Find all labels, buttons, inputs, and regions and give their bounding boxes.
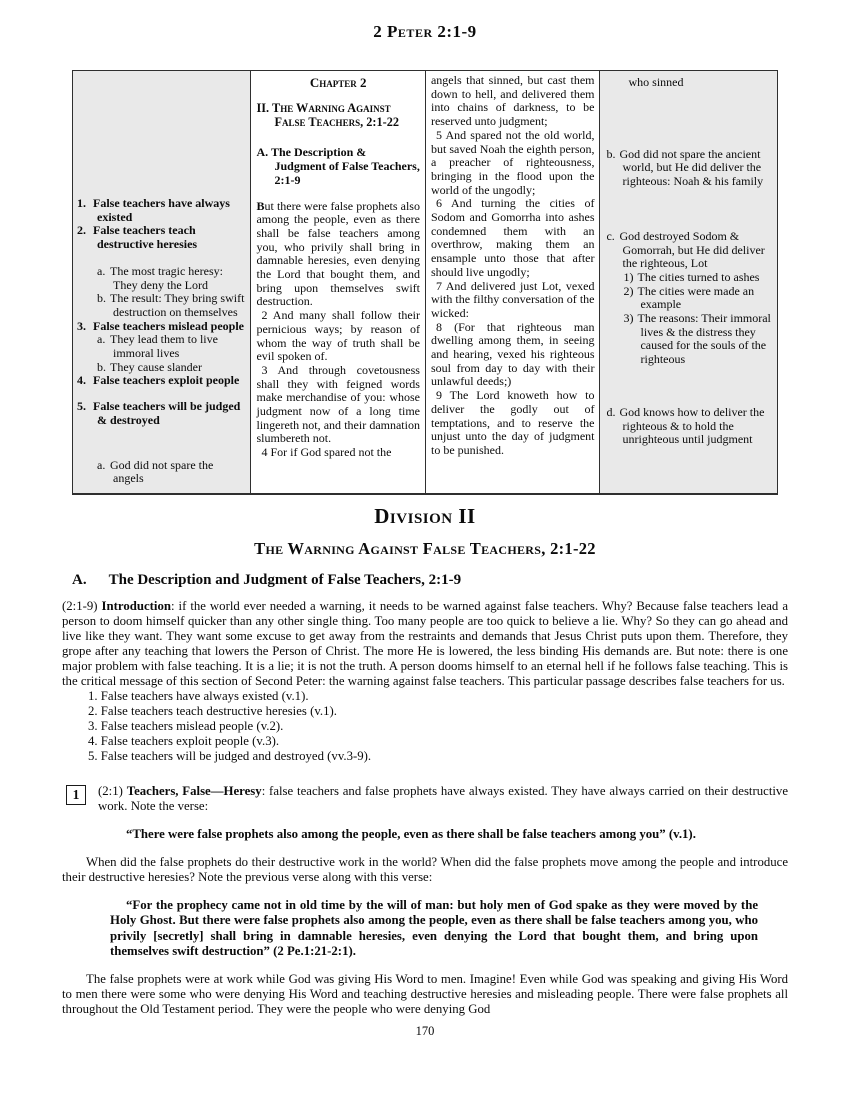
outline-subpoint-letter: b.	[97, 359, 106, 374]
introduction-text: : if the world ever needed a warning, it needs to be warned against false teachers. Why? Because false teachers lead a person to doom himself quicker than any other single thing. Too many people are too quick to believe a lie. Why? So they can go ahead and live like they want. They want some excuse to get away from the restraints and demands that Jesus Christ puts upon them. Therefore, they grope after any teaching that lowers the Person of Christ. The more He is lowered, the less binding His demands are. But note: there is one major problem with false teaching. It is a lie; it is not the truth. A person dooms himself to an eternal hell if he follows false teaching. This is the critical message of this section of Second Peter: the warning against false teachers. This particular passage describes false teachers for us.	[62, 599, 788, 688]
section-title: The Description and Judgment of False Teachers, 2:1-9	[108, 572, 462, 588]
outline-point-3	[77, 320, 245, 334]
verse-text: And delivered just Lot, vexed with the filthy conversation of the wicked:	[430, 278, 595, 320]
verse-3	[256, 364, 420, 446]
scripture-quote-2: “For the prophecy came not in old time by the will of man: but holy men of God spake as they were moved by the Holy Ghost. But there were false prophets also among the people, even as there shall be false teachers among you, who privily [secretly] shall bring in damnable heresies, even denying the Lord that bought them, and bring upon themselves swift destruction” (2 Pe.1:21-2:1).	[110, 898, 758, 958]
outline-subpoint-text: God did not spare the ancient world, but He did deliver the righteous: Noah & his family	[619, 146, 764, 189]
outline-heading-ii-text: The Warning Against False Teachers, 2:1-22	[272, 101, 400, 129]
point-1-section	[62, 784, 788, 814]
verse-text: And through covetousness shall they with feigned words make merchandise of you: whose judgment now of a long time lingereth not, and their damnation slumbereth not.	[256, 362, 420, 446]
verse-7	[431, 280, 595, 321]
outline-subpoint-letter: c.	[606, 228, 615, 243]
point-1-text: : false teachers and false prophets have always existed. They have always carried on their destructive work. Note the verse:	[98, 784, 789, 813]
introduction-paragraph	[62, 599, 788, 689]
scripture-quote-1: “There were false prophets also among the people, even as there shall be false teachers among you” (v.1).	[126, 827, 696, 841]
outline-subpoint-3b	[97, 361, 245, 375]
point-number-box: 1	[66, 785, 86, 805]
outline-subpoint-text: The result: They bring swift destruction on themselves	[110, 291, 245, 319]
list-item: 1. False teachers have always existed (v.1).	[88, 689, 309, 703]
outline-point-text: False teachers teach destructive heresies	[93, 223, 198, 252]
verse-text: (For that righteous man dwelling among them, in seeing and hearing, vexed his righteous soul from day to day with their unlawful deeds;)	[430, 319, 595, 389]
verse-text: And many shall follow their pernicious ways; by reason of whom the way of truth shall be evil spoken of.	[256, 308, 420, 364]
left-outline-items	[77, 75, 245, 486]
outline-subpoint-text: God knows how to deliver the righteous & to hold the unrighteous until judgment	[619, 404, 765, 447]
division-title: Division II	[374, 504, 476, 528]
section-heading	[72, 572, 788, 589]
outline-subpoint-5a-continuation: who sinned	[628, 75, 684, 89]
scripture-column-left	[250, 71, 425, 493]
verse-text: For if God spared not the	[270, 445, 392, 460]
verse-number: 5	[435, 127, 442, 142]
list-item: 3. False teachers mislead people (v.2).	[88, 719, 284, 733]
introduction-label: Introduction	[101, 599, 171, 613]
verse-text: And turning the cities of Sodom and Gomorrha into ashes condemned them with an overthrow, making them an ensample unto those that after should live ungodly;	[430, 196, 595, 279]
page-number: 170	[415, 1024, 435, 1039]
outline-subpoint-letter: b.	[97, 291, 106, 306]
verse-number: 2	[261, 308, 268, 323]
outline-point-number: 2.	[77, 223, 86, 238]
list-item: 2. False teachers teach destructive heresies (v.1).	[88, 704, 337, 718]
verse-number: 4	[261, 445, 268, 460]
outline-subpoint-3a	[97, 333, 245, 360]
verse-5	[431, 129, 595, 198]
outline-heading-ii-number: II.	[256, 101, 270, 115]
commentary-paragraph: The false prophets were at work while God was giving His Word to men. Imagine! Even while God was speaking and giving His Word to men there were some who were denying His Word and teaching destructive heresies and misleading people. There were false prophets all throughout the Old Testament period. They were the people who were denying God	[62, 972, 788, 1017]
outline-subpoint-2b	[97, 292, 245, 319]
outline-subpoint-5a	[97, 459, 245, 486]
outline-subpoint-text: They cause slander	[110, 359, 202, 374]
verse-6	[431, 197, 595, 279]
outline-heading-a-text: The Description & Judgment of False Teachers, 2:1-9	[270, 145, 420, 187]
outline-subpoint-text: They lead them to live immoral lives	[110, 332, 218, 361]
outline-point-text: False teachers mislead people	[93, 318, 244, 333]
outline-heading-a-letter: A.	[256, 145, 269, 160]
verse-4-continuation	[431, 74, 595, 129]
outline-scripture-table	[72, 70, 778, 495]
outline-point-number: 3.	[77, 318, 86, 333]
outline-subpoint-5c	[606, 230, 771, 271]
verse-number: 3	[261, 362, 268, 377]
outline-point-text: False teachers have always existed	[93, 196, 230, 224]
outline-subsubpoint-text: The cities turned to ashes	[637, 269, 760, 284]
outline-subsubpoint-text: The reasons: Their immoral lives & the distress they caused for the souls of the righteous	[637, 311, 771, 367]
division-subtitle: The Warning Against False Teachers, 2:1-22	[254, 539, 596, 558]
outline-subpoint-letter: b.	[606, 146, 616, 161]
outline-point-text: False teachers will be judged & destroyed	[93, 399, 241, 427]
verse-2	[256, 309, 420, 364]
outline-subpoint-5b	[606, 148, 771, 189]
verse-number: 8	[435, 319, 442, 334]
list-item: 5. False teachers will be judged and destroyed (vv.3-9).	[88, 749, 372, 763]
scripture-reference: (2:1)	[98, 784, 123, 798]
outline-subpoint-text: God destroyed Sodom & Gomorrah, but He did deliver the righteous, Lot	[619, 228, 765, 271]
outline-subpoint-letter: a.	[97, 457, 106, 472]
scripture-column-right	[425, 71, 600, 493]
outline-subsubpoint-5c1	[623, 271, 771, 285]
outline-point-number: 1.	[77, 196, 86, 210]
outline-subpoint-5d	[606, 406, 771, 447]
outline-point-2	[77, 224, 245, 251]
outline-point-1	[77, 197, 245, 224]
verse-1	[256, 200, 420, 310]
verse-9	[431, 389, 595, 458]
outline-point-4	[77, 374, 245, 388]
verse-8	[431, 321, 595, 390]
introduction-outline-list	[88, 689, 788, 764]
outline-subpoint-letter: a.	[97, 332, 106, 347]
outline-point-number: 5.	[77, 399, 86, 414]
outline-subpoint-text: God did not spare the angels	[110, 457, 214, 486]
point-1-paragraph	[98, 784, 788, 814]
outline-point-text: False teachers exploit people	[93, 373, 240, 388]
verse-number: 9	[435, 388, 442, 403]
verse-text: The Lord knoweth how to deliver the godly out of temptations, and to reserve the unjust unto the day of judgment to be punished.	[430, 388, 595, 457]
outline-subsubpoint-number: 3)	[623, 311, 634, 326]
outline-subsubpoint-text: The cities were made an example	[637, 283, 755, 312]
outline-subpoint-text: The most tragic heresy: They deny the Lord	[110, 263, 223, 292]
section-letter: A.	[72, 572, 87, 588]
outline-subpoint-2a	[97, 265, 245, 292]
outline-heading-ii	[256, 102, 420, 129]
running-head: 2 Peter 2:1-9	[373, 22, 477, 41]
outline-subpoint-letter: a.	[97, 263, 106, 278]
outline-heading-a	[256, 146, 420, 187]
chapter-heading: Chapter 2	[309, 75, 367, 90]
verse-number: 6	[435, 196, 442, 211]
outline-subsubpoint-5c2	[623, 285, 771, 312]
verse-4	[256, 446, 420, 460]
scripture-reference: (2:1-9)	[62, 599, 98, 613]
verse-1-initial: B	[256, 198, 265, 213]
outline-subpoint-letter: d.	[606, 404, 616, 419]
outline-subsubpoint-number: 2)	[623, 283, 634, 298]
right-outline-column	[599, 71, 777, 493]
commentary-paragraph: When did the false prophets do their destructive work in the world? When did the false prophets move among the people and introduce their destructive heresies? Note the previous verse along with this verse:	[62, 855, 788, 885]
outline-subsubpoint-number: 1)	[623, 269, 634, 284]
list-item: 4. False teachers exploit people (v.3).	[88, 734, 280, 748]
verse-text: And spared not the old world, but saved Noah the eighth person, a preacher of righteousness, bringing in the flood upon the world of the ungodly;	[430, 127, 595, 197]
outline-point-5	[77, 400, 245, 427]
outline-subsubpoint-5c3	[623, 312, 771, 367]
point-1-label: Teachers, False—Heresy	[126, 784, 262, 798]
verse-text: ut there were false prophets also among the people, even as there shall be false teachers among you, who privily shall bring in damnable heresies, even denying the Lord that bought them, and bring upon themselves swift destruction.	[256, 198, 420, 309]
verse-number: 7	[435, 278, 442, 293]
verse-text: angels that sinned, but cast them down to hell, and delivered them into chains of darkness, to be reserved unto judgment;	[430, 73, 595, 129]
left-outline-column	[73, 71, 250, 493]
outline-point-number: 4.	[77, 373, 86, 388]
